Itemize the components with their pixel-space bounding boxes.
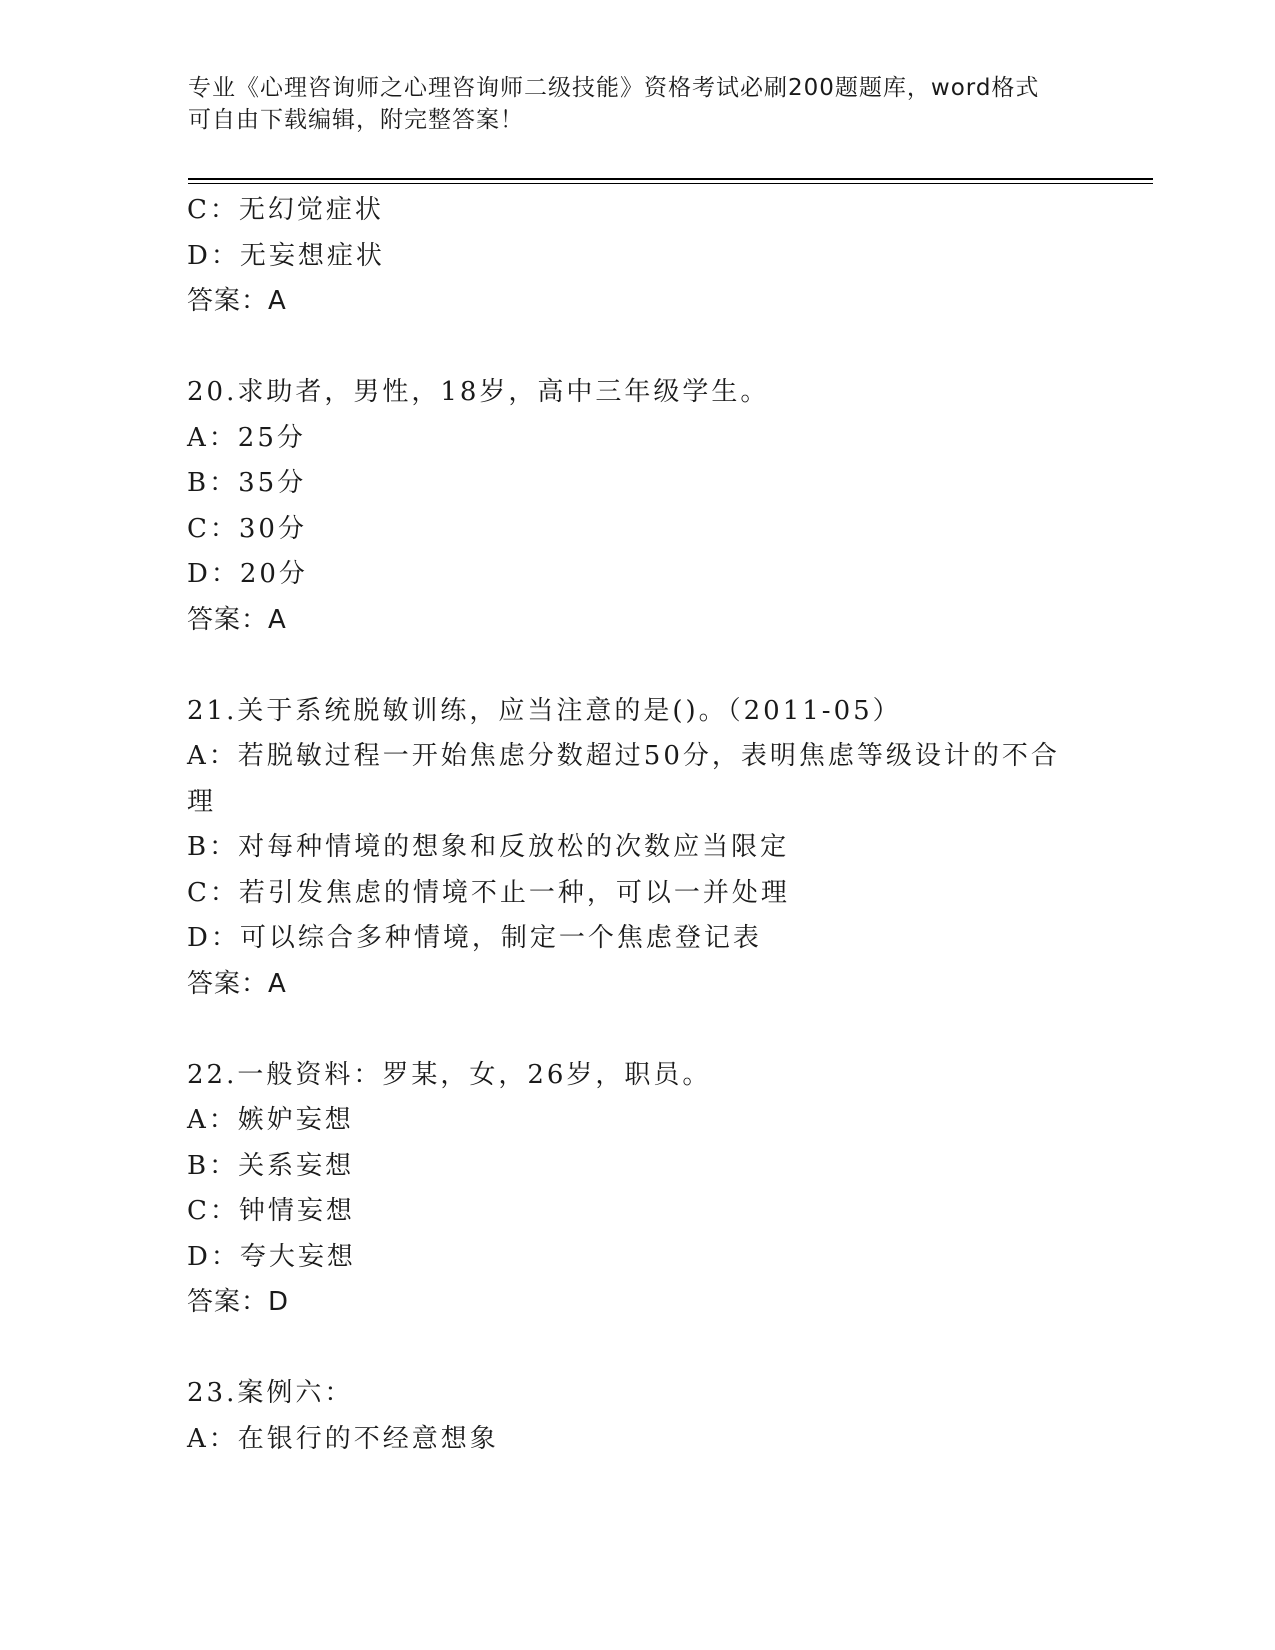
question-stem: 22.一般资料：罗某，女，26岁，职员。 xyxy=(187,1059,712,1090)
option-b: B：对每种情境的想象和反放松的次数应当限定 xyxy=(187,832,790,862)
option-a: A：25分 xyxy=(187,422,306,453)
option-d: D：夸大妄想 xyxy=(187,1241,356,1272)
answer-line: 答案：A xyxy=(187,968,287,999)
option-c: C：若引发焦虑的情境不止一种，可以一并处理 xyxy=(187,877,790,908)
spacer xyxy=(187,643,1087,689)
question-block-21 xyxy=(187,689,1087,1008)
option-b: B：关系妄想 xyxy=(187,1150,355,1181)
option-a: A：若脱敏过程一开始焦虑分数超过50分，表明焦虑等级设计的不合 xyxy=(187,741,1060,771)
question-stem: 20.求助者，男性，18岁，高中三年级学生。 xyxy=(187,377,770,407)
question-stem: 23.案例六： xyxy=(187,1378,354,1408)
answer-line: 答案：A xyxy=(187,604,287,635)
header-line-2: 可自由下载编辑，附完整答案！ xyxy=(188,107,524,133)
option-d: D：可以综合多种情境，制定一个焦虑登记表 xyxy=(187,923,762,953)
question-block-20 xyxy=(187,370,1087,643)
option-c: C：钟情妄想 xyxy=(187,1196,355,1226)
question-block-22 xyxy=(187,1053,1087,1326)
header-rule-thin xyxy=(188,183,1153,184)
option-a: A：在银行的不经意想象 xyxy=(187,1423,499,1454)
option-a: A：嫉妒妄想 xyxy=(187,1105,354,1135)
question-stem: 21.关于系统脱敏训练，应当注意的是()。（2011-05） xyxy=(187,695,902,726)
header-rule-thick xyxy=(188,178,1153,180)
spacer xyxy=(187,325,1087,371)
option-d: D：无妄想症状 xyxy=(187,240,385,271)
header-line-1: 专业《心理咨询师之心理咨询师二级技能》资格考试必刷200题题库，word格式 xyxy=(188,75,1040,101)
question-block-23 xyxy=(187,1371,1087,1462)
option-c: C：无幻觉症状 xyxy=(187,195,384,225)
answer-line: 答案：D xyxy=(187,1287,290,1317)
spacer xyxy=(187,1326,1087,1372)
question-list xyxy=(187,188,1087,1462)
option-a-continued: 理 xyxy=(187,786,217,817)
question-block-19 xyxy=(187,188,1087,325)
page-header xyxy=(188,72,1088,136)
option-d: D：20分 xyxy=(187,559,308,589)
answer-line: 答案：A xyxy=(187,286,287,316)
option-b: B：35分 xyxy=(187,468,307,498)
spacer xyxy=(187,1007,1087,1053)
option-c: C：30分 xyxy=(187,513,307,544)
